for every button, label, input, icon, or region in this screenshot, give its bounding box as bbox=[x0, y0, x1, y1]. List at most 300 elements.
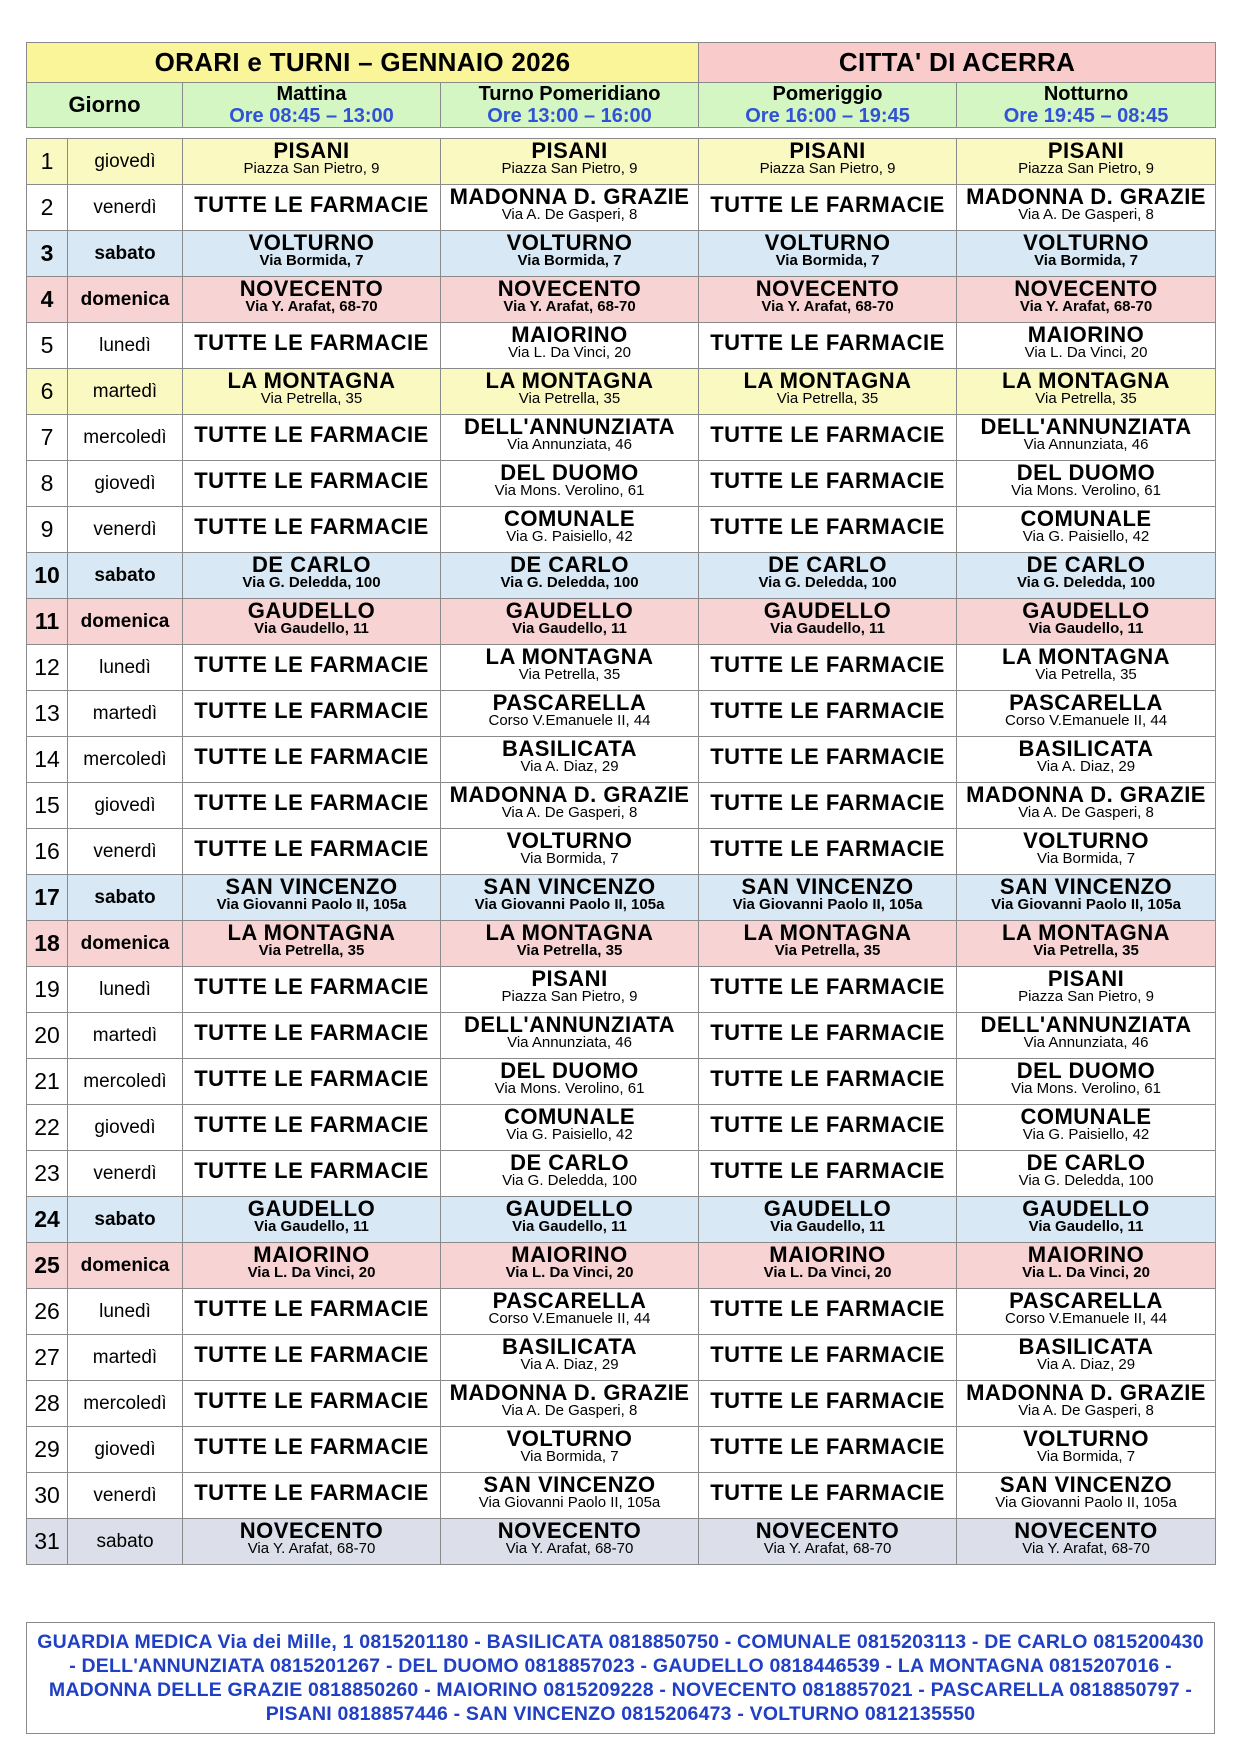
shift-cell bbox=[699, 1473, 957, 1519]
pharmacy-name: GAUDELLO bbox=[247, 598, 376, 623]
day-name: sabato bbox=[68, 875, 183, 921]
pharmacy-name: GAUDELLO bbox=[505, 1196, 634, 1221]
day-number: 15 bbox=[27, 783, 68, 829]
pharmacy-address: Via Bormida, 7 bbox=[520, 1448, 619, 1465]
pharmacy-name: TUTTE LE FARMACIE bbox=[710, 744, 945, 769]
pharmacy-name: PASCARELLA bbox=[1009, 1288, 1163, 1313]
pharmacy-name: TUTTE LE FARMACIE bbox=[710, 422, 945, 447]
pharmacy-name: DELL'ANNUNZIATA bbox=[980, 414, 1192, 439]
shift-cell bbox=[441, 139, 699, 185]
day-number: 11 bbox=[27, 599, 68, 645]
shift-cell bbox=[441, 1197, 699, 1243]
day-number: 19 bbox=[27, 967, 68, 1013]
shift-cell bbox=[183, 1289, 441, 1335]
pharmacy-name: TUTTE LE FARMACIE bbox=[710, 652, 945, 677]
pharmacy-address: Via Y. Arafat, 68-70 bbox=[247, 1540, 376, 1557]
pharmacy-name: TUTTE LE FARMACIE bbox=[194, 836, 429, 861]
day-row bbox=[27, 1105, 1216, 1151]
day-name: lunedì bbox=[68, 1289, 183, 1335]
shift-cell bbox=[957, 783, 1216, 829]
pharmacy-name: MADONNA D. GRAZIE bbox=[966, 184, 1206, 209]
pharmacy-address: Via Giovanni Paolo II, 105a bbox=[478, 1494, 661, 1511]
shift-time: Ore 08:45 – 13:00 bbox=[229, 105, 394, 127]
pharmacy-address: Via Gaudello, 11 bbox=[254, 1218, 369, 1235]
pharmacy-name: TUTTE LE FARMACIE bbox=[194, 1158, 429, 1183]
day-row bbox=[27, 323, 1216, 369]
day-row bbox=[27, 921, 1216, 967]
pharmacy-address: Via Gaudello, 11 bbox=[254, 620, 369, 637]
shift-cell bbox=[183, 737, 441, 783]
shift-cell bbox=[441, 1059, 699, 1105]
pharmacy-name: SAN VINCENZO bbox=[483, 1472, 656, 1497]
pharmacy-name: DE CARLO bbox=[510, 1150, 629, 1175]
pharmacy-name: GAUDELLO bbox=[247, 1196, 376, 1221]
day-row bbox=[27, 1013, 1216, 1059]
pharmacy-name: TUTTE LE FARMACIE bbox=[710, 790, 945, 815]
day-number: 26 bbox=[27, 1289, 68, 1335]
day-number: 20 bbox=[27, 1013, 68, 1059]
day-name: domenica bbox=[68, 921, 183, 967]
pharmacy-address: Via G. Paisiello, 42 bbox=[506, 528, 633, 545]
day-name: giovedì bbox=[68, 139, 183, 185]
pharmacy-name: LA MONTAGNA bbox=[1002, 920, 1171, 945]
pharmacy-address: Via L. Da Vinci, 20 bbox=[1022, 1264, 1150, 1281]
day-row bbox=[27, 1427, 1216, 1473]
day-number: 5 bbox=[27, 323, 68, 369]
day-name: venerdì bbox=[68, 829, 183, 875]
pharmacy-address: Via Petrella, 35 bbox=[516, 942, 623, 959]
day-row bbox=[27, 1197, 1216, 1243]
shift-cell bbox=[699, 1013, 957, 1059]
shift-cell bbox=[957, 1013, 1216, 1059]
shift-cell bbox=[699, 369, 957, 415]
pharmacy-name: MADONNA D. GRAZIE bbox=[449, 184, 690, 209]
pharmacy-name: LA MONTAGNA bbox=[227, 368, 396, 393]
pharmacy-address: Via A. Diaz, 29 bbox=[1036, 1356, 1136, 1373]
pharmacy-address: Via A. De Gasperi, 8 bbox=[1018, 804, 1154, 821]
day-row bbox=[27, 185, 1216, 231]
shift-cell bbox=[441, 369, 699, 415]
pharmacy-name: TUTTE LE FARMACIE bbox=[710, 1066, 945, 1091]
pharmacy-name: NOVECENTO bbox=[1014, 1518, 1158, 1543]
day-name: mercoledì bbox=[68, 1059, 183, 1105]
pharmacy-address: Via A. De Gasperi, 8 bbox=[501, 206, 638, 223]
day-row bbox=[27, 1519, 1216, 1565]
pharmacy-name: PISANI bbox=[1047, 138, 1125, 163]
pharmacy-name: TUTTE LE FARMACIE bbox=[710, 1020, 945, 1045]
shift-cell bbox=[183, 277, 441, 323]
shift-cell bbox=[957, 1197, 1216, 1243]
pharmacy-address: Via L. Da Vinci, 20 bbox=[1024, 344, 1148, 361]
pharmacy-name: LA MONTAGNA bbox=[743, 920, 912, 945]
shift-cell bbox=[699, 1519, 957, 1565]
pharmacy-name: TUTTE LE FARMACIE bbox=[710, 468, 945, 493]
pharmacy-address: Via Giovanni Paolo II, 105a bbox=[732, 896, 923, 913]
day-row bbox=[27, 1289, 1216, 1335]
shift-cell bbox=[957, 921, 1216, 967]
pharmacy-address: Via A. De Gasperi, 8 bbox=[1018, 206, 1154, 223]
pharmacy-name: SAN VINCENZO bbox=[483, 874, 656, 899]
shift-cell bbox=[699, 737, 957, 783]
day-name: venerdì bbox=[68, 507, 183, 553]
pharmacy-name: GAUDELLO bbox=[505, 598, 634, 623]
pharmacy-address: Via Petrella, 35 bbox=[1033, 942, 1139, 959]
pharmacy-name: TUTTE LE FARMACIE bbox=[710, 514, 945, 539]
pharmacy-name: SAN VINCENZO bbox=[999, 1472, 1173, 1497]
shift-cell bbox=[183, 1473, 441, 1519]
shift-cell bbox=[183, 507, 441, 553]
pharmacy-name: GAUDELLO bbox=[763, 598, 892, 623]
pharmacy-name: MAIORINO bbox=[253, 1242, 370, 1267]
pharmacy-address: Via Giovanni Paolo II, 105a bbox=[216, 896, 407, 913]
pharmacy-name: GAUDELLO bbox=[1022, 1196, 1150, 1221]
pharmacy-name: NOVECENTO bbox=[755, 276, 900, 301]
pharmacy-address: Via A. De Gasperi, 8 bbox=[1018, 1402, 1154, 1419]
pharmacy-name: LA MONTAGNA bbox=[485, 368, 654, 393]
day-number: 16 bbox=[27, 829, 68, 875]
day-name: martedì bbox=[68, 1335, 183, 1381]
shift-cell bbox=[441, 507, 699, 553]
pharmacy-name: VOLTURNO bbox=[1023, 1426, 1149, 1451]
day-row bbox=[27, 1151, 1216, 1197]
shift-cell bbox=[699, 553, 957, 599]
day-name: sabato bbox=[68, 231, 183, 277]
pharmacy-name: VOLTURNO bbox=[506, 828, 633, 853]
pharmacy-address: Piazza San Pietro, 9 bbox=[501, 988, 638, 1005]
pharmacy-name: LA MONTAGNA bbox=[1002, 368, 1171, 393]
day-row bbox=[27, 1059, 1216, 1105]
day-row bbox=[27, 553, 1216, 599]
pharmacy-address: Via Petrella, 35 bbox=[518, 390, 621, 407]
pharmacy-name: BASILICATA bbox=[502, 736, 637, 761]
pharmacy-name: SAN VINCENZO bbox=[999, 874, 1173, 899]
day-row bbox=[27, 1335, 1216, 1381]
shift-cell bbox=[699, 1151, 957, 1197]
pharmacy-name: MAIORINO bbox=[1027, 322, 1145, 347]
pharmacy-name: TUTTE LE FARMACIE bbox=[194, 1296, 429, 1321]
pharmacy-name: NOVECENTO bbox=[239, 276, 384, 301]
pharmacy-name: NOVECENTO bbox=[755, 1518, 900, 1543]
column-header-row bbox=[27, 83, 1216, 128]
pharmacy-name: TUTTE LE FARMACIE bbox=[194, 330, 429, 355]
pharmacy-name: PISANI bbox=[1047, 966, 1125, 991]
pharmacy-address: Via Gaudello, 11 bbox=[512, 1218, 627, 1235]
pharmacy-name: NOVECENTO bbox=[497, 276, 642, 301]
day-number: 23 bbox=[27, 1151, 68, 1197]
pharmacy-name: DE CARLO bbox=[1026, 552, 1146, 577]
shift-cell bbox=[699, 231, 957, 277]
day-name: venerdì bbox=[68, 1473, 183, 1519]
day-row bbox=[27, 875, 1216, 921]
pharmacy-address: Via Petrella, 35 bbox=[260, 390, 363, 407]
pharmacy-name: COMUNALE bbox=[503, 506, 636, 531]
shift-cell bbox=[699, 921, 957, 967]
shift-cell bbox=[957, 691, 1216, 737]
pharmacy-address: Via Bormida, 7 bbox=[520, 850, 619, 867]
pharmacy-address: Via Petrella, 35 bbox=[1035, 666, 1137, 683]
pharmacy-address: Corso V.Emanuele II, 44 bbox=[1005, 712, 1168, 729]
pharmacy-address: Via G. Deledda, 100 bbox=[1016, 574, 1156, 591]
day-name: domenica bbox=[68, 277, 183, 323]
pharmacy-name: DEL DUOMO bbox=[1016, 1058, 1156, 1083]
day-name: martedì bbox=[68, 691, 183, 737]
pharmacy-name: TUTTE LE FARMACIE bbox=[710, 1158, 945, 1183]
shift-cell bbox=[699, 691, 957, 737]
shift-cell bbox=[441, 1427, 699, 1473]
pharmacy-name: TUTTE LE FARMACIE bbox=[194, 744, 429, 769]
pharmacy-name: VOLTURNO bbox=[1023, 230, 1149, 255]
pharmacy-name: TUTTE LE FARMACIE bbox=[194, 974, 429, 999]
pharmacy-address: Via A. De Gasperi, 8 bbox=[501, 1402, 638, 1419]
pharmacy-name: BASILICATA bbox=[1018, 1334, 1154, 1359]
shift-cell bbox=[957, 599, 1216, 645]
shift-cell bbox=[699, 1381, 957, 1427]
pharmacy-name: MADONNA D. GRAZIE bbox=[966, 1380, 1206, 1405]
day-row bbox=[27, 1243, 1216, 1289]
day-row bbox=[27, 369, 1216, 415]
shift-name: Notturno bbox=[1043, 83, 1129, 105]
shift-cell bbox=[957, 1151, 1216, 1197]
pharmacy-address: Via Y. Arafat, 68-70 bbox=[1022, 1540, 1150, 1557]
pharmacy-address: Via G. Paisiello, 42 bbox=[1022, 528, 1150, 545]
shift-cell bbox=[183, 323, 441, 369]
day-row bbox=[27, 967, 1216, 1013]
pharmacy-address: Piazza San Pietro, 9 bbox=[1018, 988, 1154, 1005]
pharmacy-address: Via G. Deledda, 100 bbox=[1018, 1172, 1154, 1189]
pharmacy-address: Via Giovanni Paolo II, 105a bbox=[474, 896, 665, 913]
pharmacy-address: Via Mons. Verolino, 61 bbox=[494, 1080, 645, 1097]
shift-cell bbox=[183, 1197, 441, 1243]
pharmacy-name: LA MONTAGNA bbox=[227, 920, 396, 945]
shift-cell bbox=[957, 507, 1216, 553]
shift-cell bbox=[699, 1427, 957, 1473]
day-name: giovedì bbox=[68, 783, 183, 829]
pharmacy-address: Via Petrella, 35 bbox=[774, 942, 881, 959]
pharmacy-address: Via Petrella, 35 bbox=[518, 666, 621, 683]
pharmacy-name: TUTTE LE FARMACIE bbox=[710, 1296, 945, 1321]
pharmacy-name: GAUDELLO bbox=[763, 1196, 892, 1221]
pharmacy-name: DE CARLO bbox=[768, 552, 887, 577]
day-row bbox=[27, 599, 1216, 645]
shift-cell bbox=[441, 1519, 699, 1565]
pharmacy-name: COMUNALE bbox=[1020, 506, 1152, 531]
pharmacy-address: Via Bormida, 7 bbox=[775, 252, 880, 269]
shift-cell bbox=[441, 323, 699, 369]
pharmacy-name: DELL'ANNUNZIATA bbox=[980, 1012, 1192, 1037]
pharmacy-name: NOVECENTO bbox=[239, 1518, 384, 1543]
shift-cell bbox=[441, 553, 699, 599]
shift-cell bbox=[441, 461, 699, 507]
shift-cell bbox=[699, 599, 957, 645]
pharmacy-name: TUTTE LE FARMACIE bbox=[710, 698, 945, 723]
pharmacy-name: GAUDELLO bbox=[1022, 598, 1150, 623]
shift-cell bbox=[441, 1335, 699, 1381]
shift-cell bbox=[183, 599, 441, 645]
pharmacy-address: Via G. Deledda, 100 bbox=[500, 574, 639, 591]
day-row bbox=[27, 507, 1216, 553]
pharmacy-address: Via Gaudello, 11 bbox=[512, 620, 627, 637]
pharmacy-address: Via Gaudello, 11 bbox=[770, 1218, 885, 1235]
pharmacy-address: Via L. Da Vinci, 20 bbox=[505, 1264, 634, 1281]
pharmacy-address: Via Annunziata, 46 bbox=[507, 436, 632, 453]
pharmacy-address: Via G. Deledda, 100 bbox=[242, 574, 381, 591]
day-name: giovedì bbox=[68, 1105, 183, 1151]
pharmacy-address: Via Y. Arafat, 68-70 bbox=[761, 298, 894, 315]
pharmacy-name: DEL DUOMO bbox=[500, 1058, 639, 1083]
day-name: lunedì bbox=[68, 323, 183, 369]
pharmacy-name: PASCARELLA bbox=[1009, 690, 1163, 715]
day-name: lunedì bbox=[68, 967, 183, 1013]
footer-contacts: GUARDIA MEDICA Via dei Mille, 1 0815201180 - BASILICATA 0818850750 - COMUNALE 0815203113 - DE CARLO 0815200430 - DELL'ANNUNZIATA 0815201267 - DEL DUOMO 0818857023 - GAUDELLO 0818446539 - LA MONTAGNA 0815207016 - MADONNA DELLE GRAZIE 0818850260 - MAIORINO 0815209228 - NOVECENTO 0818857021 - PASCARELLA 0818850797 - PISANI 0818857446 - SAN VINCENZO 0815206473 - VOLTURNO 0812135550 bbox=[37, 1631, 1204, 1725]
shift-cell bbox=[957, 1381, 1216, 1427]
pharmacy-address: Via Gaudello, 11 bbox=[1028, 620, 1144, 637]
pharmacy-name: TUTTE LE FARMACIE bbox=[194, 790, 429, 815]
day-name: mercoledì bbox=[68, 1381, 183, 1427]
shift-cell bbox=[957, 139, 1216, 185]
pharmacy-name: TUTTE LE FARMACIE bbox=[194, 1388, 429, 1413]
day-number: 7 bbox=[27, 415, 68, 461]
day-name: mercoledì bbox=[68, 415, 183, 461]
shift-cell bbox=[699, 1289, 957, 1335]
pharmacy-name: MAIORINO bbox=[769, 1242, 886, 1267]
shift-cell bbox=[699, 1059, 957, 1105]
pharmacy-name: TUTTE LE FARMACIE bbox=[194, 514, 429, 539]
day-name: giovedì bbox=[68, 461, 183, 507]
shift-cell bbox=[699, 415, 957, 461]
pharmacy-name: VOLTURNO bbox=[506, 1426, 633, 1451]
pharmacy-address: Via G. Deledda, 100 bbox=[502, 1172, 637, 1189]
shift-cell bbox=[441, 967, 699, 1013]
pharmacy-name: MAIORINO bbox=[1027, 1242, 1145, 1267]
shift-cell bbox=[957, 231, 1216, 277]
day-number: 22 bbox=[27, 1105, 68, 1151]
shift-cell bbox=[183, 1519, 441, 1565]
pharmacy-name: NOVECENTO bbox=[1014, 276, 1158, 301]
schedule-title: ORARI e TURNI – GENNAIO 2026 bbox=[27, 43, 699, 83]
day-name: sabato bbox=[68, 1519, 183, 1565]
shift-cell bbox=[699, 1105, 957, 1151]
day-row bbox=[27, 783, 1216, 829]
pharmacy-address: Via Bormida, 7 bbox=[517, 252, 622, 269]
shift-cell bbox=[441, 1013, 699, 1059]
shift-name: Pomeriggio bbox=[772, 83, 883, 105]
shift-cell bbox=[183, 1427, 441, 1473]
day-row bbox=[27, 1381, 1216, 1427]
pharmacy-name: COMUNALE bbox=[503, 1104, 636, 1129]
shift-cell bbox=[957, 967, 1216, 1013]
shift-cell bbox=[183, 1105, 441, 1151]
day-number: 17 bbox=[27, 875, 68, 921]
pharmacy-name: VOLTURNO bbox=[764, 230, 891, 255]
pharmacy-name: TUTTE LE FARMACIE bbox=[710, 974, 945, 999]
shift-cell bbox=[183, 461, 441, 507]
shift-cell bbox=[441, 1289, 699, 1335]
shift-cell bbox=[441, 875, 699, 921]
pharmacy-name: TUTTE LE FARMACIE bbox=[710, 330, 945, 355]
shift-cell bbox=[183, 415, 441, 461]
pharmacy-name: DE CARLO bbox=[510, 552, 629, 577]
shift-cell bbox=[699, 1243, 957, 1289]
day-number: 9 bbox=[27, 507, 68, 553]
shift-cell bbox=[699, 1335, 957, 1381]
shift-cell bbox=[957, 1473, 1216, 1519]
day-row bbox=[27, 277, 1216, 323]
pharmacy-name: LA MONTAGNA bbox=[485, 920, 654, 945]
day-row bbox=[27, 139, 1216, 185]
shift-header-notturno bbox=[957, 83, 1216, 128]
day-number: 6 bbox=[27, 369, 68, 415]
pharmacy-name: TUTTE LE FARMACIE bbox=[710, 1434, 945, 1459]
day-name: domenica bbox=[68, 599, 183, 645]
shift-cell bbox=[441, 277, 699, 323]
schedule-table bbox=[26, 42, 1216, 1565]
shift-cell bbox=[441, 1105, 699, 1151]
pharmacy-name: MADONNA D. GRAZIE bbox=[449, 1380, 690, 1405]
shift-cell bbox=[957, 1335, 1216, 1381]
shift-cell bbox=[699, 967, 957, 1013]
day-number: 29 bbox=[27, 1427, 68, 1473]
pharmacy-name: NOVECENTO bbox=[497, 1518, 642, 1543]
pharmacy-name: TUTTE LE FARMACIE bbox=[194, 1020, 429, 1045]
pharmacy-address: Via Bormida, 7 bbox=[1036, 850, 1136, 867]
pharmacy-name: DELL'ANNUNZIATA bbox=[463, 414, 676, 439]
pharmacy-name: DE CARLO bbox=[1026, 1150, 1146, 1175]
shift-cell bbox=[699, 875, 957, 921]
pharmacy-name: TUTTE LE FARMACIE bbox=[710, 1112, 945, 1137]
day-number: 13 bbox=[27, 691, 68, 737]
pharmacy-address: Via Mons. Verolino, 61 bbox=[1011, 482, 1161, 499]
day-number: 8 bbox=[27, 461, 68, 507]
pharmacy-name: PISANI bbox=[531, 138, 608, 163]
day-number: 27 bbox=[27, 1335, 68, 1381]
shift-cell bbox=[957, 277, 1216, 323]
day-row bbox=[27, 415, 1216, 461]
shift-cell bbox=[441, 1473, 699, 1519]
pharmacy-name: TUTTE LE FARMACIE bbox=[194, 1112, 429, 1137]
shift-cell bbox=[441, 1243, 699, 1289]
pharmacy-address: Piazza San Pietro, 9 bbox=[759, 160, 896, 177]
pharmacy-name: MAIORINO bbox=[511, 1242, 628, 1267]
day-row bbox=[27, 737, 1216, 783]
pharmacy-address: Piazza San Pietro, 9 bbox=[501, 160, 638, 177]
shift-cell bbox=[183, 1151, 441, 1197]
shift-cell bbox=[441, 415, 699, 461]
pharmacy-address: Via Bormida, 7 bbox=[1036, 1448, 1136, 1465]
day-number: 25 bbox=[27, 1243, 68, 1289]
day-number: 14 bbox=[27, 737, 68, 783]
pharmacy-address: Via Mons. Verolino, 61 bbox=[494, 482, 645, 499]
pharmacy-name: MADONNA D. GRAZIE bbox=[966, 782, 1206, 807]
pharmacy-name: TUTTE LE FARMACIE bbox=[710, 1480, 945, 1505]
day-row bbox=[27, 1473, 1216, 1519]
pharmacy-name: VOLTURNO bbox=[1023, 828, 1149, 853]
pharmacy-address: Via Petrella, 35 bbox=[258, 942, 365, 959]
shift-cell bbox=[957, 829, 1216, 875]
day-number: 12 bbox=[27, 645, 68, 691]
pharmacy-name: SAN VINCENZO bbox=[741, 874, 914, 899]
pharmacy-name: TUTTE LE FARMACIE bbox=[194, 1434, 429, 1459]
day-name: giovedì bbox=[68, 1427, 183, 1473]
pharmacy-name: SAN VINCENZO bbox=[225, 874, 398, 899]
shift-cell bbox=[441, 921, 699, 967]
day-name: venerdì bbox=[68, 185, 183, 231]
shift-cell bbox=[183, 1381, 441, 1427]
pharmacy-name: PASCARELLA bbox=[492, 690, 647, 715]
pharmacy-address: Via Petrella, 35 bbox=[776, 390, 879, 407]
pharmacy-address: Via Mons. Verolino, 61 bbox=[1011, 1080, 1161, 1097]
shift-cell bbox=[699, 645, 957, 691]
shift-cell bbox=[183, 1059, 441, 1105]
